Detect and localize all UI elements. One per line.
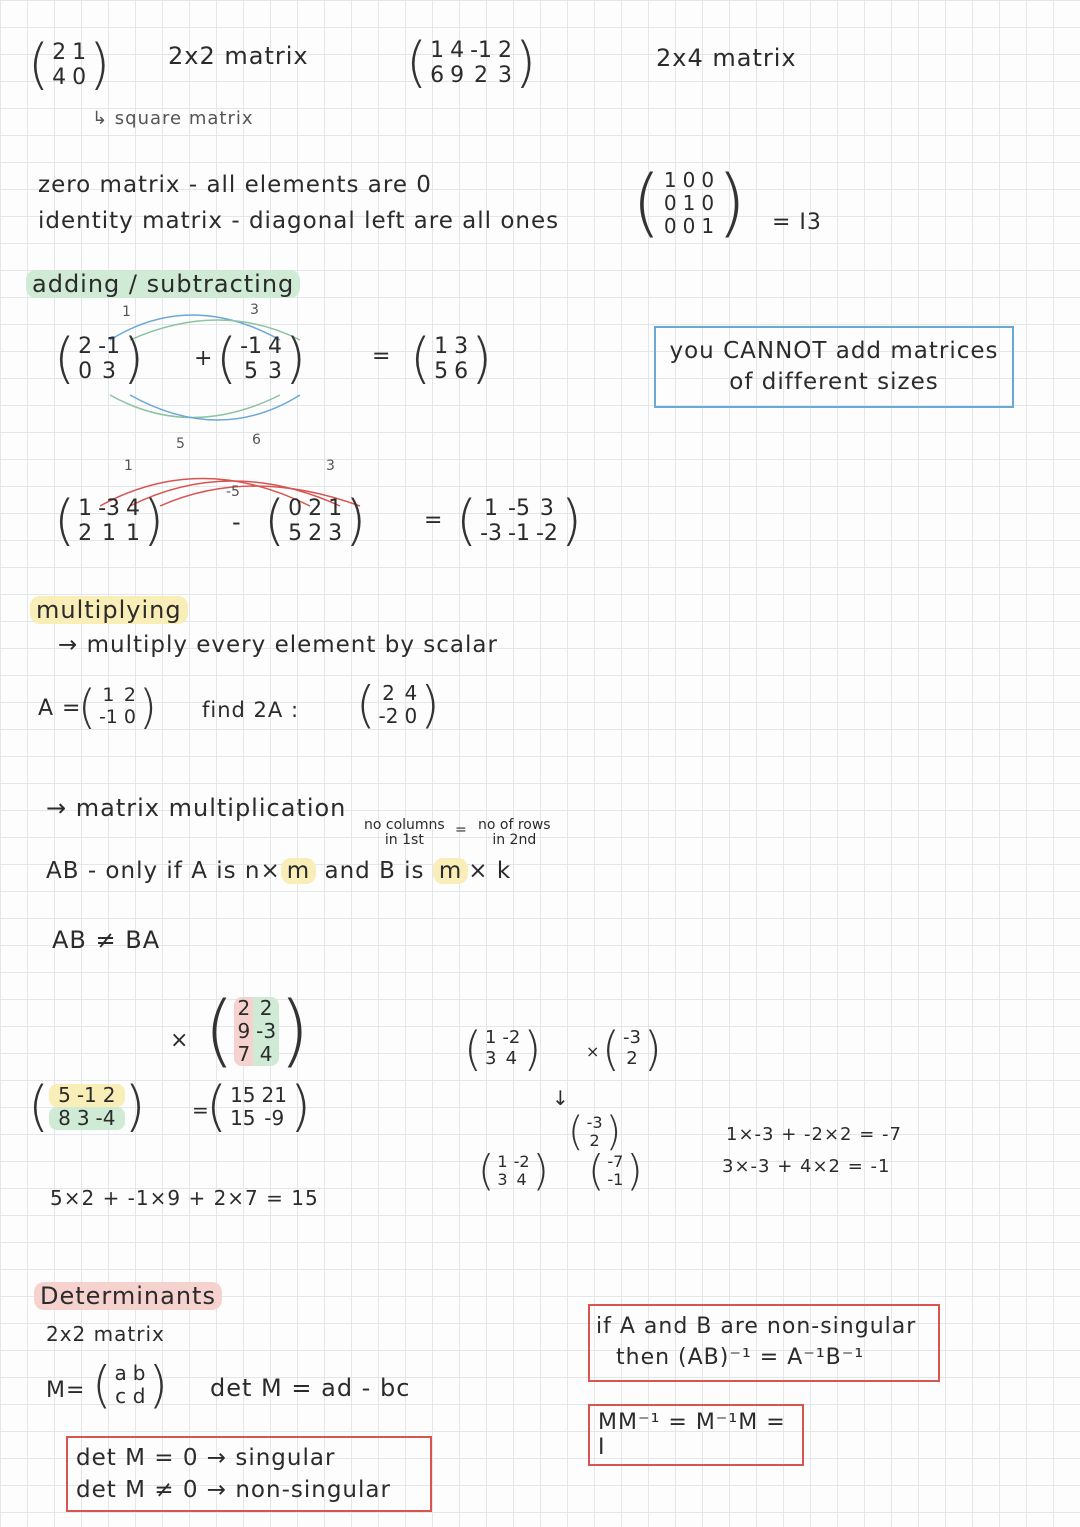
inverse-rule-line1: if A and B are non-singular bbox=[596, 1314, 917, 1339]
matrix-grid bbox=[376, 682, 421, 728]
identity-matrix-definition: identity matrix - diagonal left are all ones bbox=[38, 208, 560, 234]
matrix-cell: 5 bbox=[288, 521, 303, 546]
matrix-cell: 3 bbox=[539, 495, 554, 521]
ab-rule-end: × k bbox=[468, 858, 512, 884]
matrix-cell: 1 bbox=[434, 333, 449, 359]
matrix-2x4-example: ( 1 4 -1 2 6 9 2 3 ) bbox=[406, 31, 537, 94]
matrix-cell: -2 bbox=[502, 1027, 521, 1049]
section-heading-determinants bbox=[34, 1282, 222, 1310]
matrix-cell: 2 bbox=[308, 521, 323, 546]
matrix-cell: 3 bbox=[484, 1048, 497, 1069]
sub-arc-label-2: -5 bbox=[226, 484, 240, 500]
matrix-cell: 5 bbox=[434, 359, 449, 384]
section-heading-multiplying bbox=[30, 596, 188, 624]
matrix-cell: 3 bbox=[498, 63, 513, 88]
matrix-cell: 5 bbox=[244, 359, 259, 384]
matrix-cell: 0 bbox=[682, 213, 696, 238]
left-row-2 bbox=[49, 1107, 124, 1130]
singular-box bbox=[66, 1436, 432, 1512]
matrix-cell: 2 bbox=[589, 1131, 600, 1150]
cannot-add-note: you CANNOT add matrices of different sizes bbox=[654, 326, 1014, 408]
matrix-cell: 0 bbox=[72, 65, 87, 90]
cell: 4 bbox=[253, 1043, 279, 1066]
inverse-product-box bbox=[588, 1304, 940, 1382]
add-matrix-b: ( -1 4 5 3 ) bbox=[216, 327, 307, 390]
matrix-cell: 2 bbox=[382, 681, 395, 705]
matrix-2x4-label: 2x4 matrix bbox=[656, 44, 797, 72]
matrix-cell: 6 bbox=[454, 359, 469, 384]
example-matrix-a: ( 1 -2 3 4 ) bbox=[464, 1022, 542, 1076]
sub-result: ( 1 -5 3 -3 -1 -2 ) bbox=[456, 489, 582, 552]
matrix-cell: 4 bbox=[505, 1048, 518, 1069]
equals-sign: = bbox=[424, 508, 443, 533]
matrix-cell: -1 bbox=[508, 521, 530, 546]
matrix-cell: 0 bbox=[78, 359, 93, 384]
scalar-note: → multiply every element by scalar bbox=[58, 632, 498, 658]
cell: 5 bbox=[58, 1083, 71, 1107]
matrix-cell: -2 bbox=[378, 704, 399, 728]
matrix-cell: -5 bbox=[508, 495, 530, 521]
cell: 2 bbox=[234, 997, 253, 1020]
columns-note-line1: no columns bbox=[364, 817, 445, 833]
inverse-rule-line2: then (AB)⁻¹ = A⁻¹B⁻¹ bbox=[616, 1344, 865, 1370]
matrix-cell: 1 bbox=[484, 495, 499, 521]
ab-rule-prefix: AB - only if A is n× bbox=[46, 858, 281, 884]
matrix-grid bbox=[482, 1028, 523, 1069]
matrix-cell: -1 bbox=[240, 333, 263, 359]
matrix-cell: -1 bbox=[98, 333, 121, 359]
matrix-cell: d bbox=[132, 1384, 146, 1408]
example-calc-row2: 3×-3 + 4×2 = -1 bbox=[722, 1156, 891, 1177]
multiplying-heading-text: multiplying bbox=[30, 596, 188, 624]
matrix-cell: 0 bbox=[663, 190, 677, 215]
matrix-cell: 0 bbox=[701, 167, 715, 192]
rows-note-line1: no of rows bbox=[478, 817, 551, 833]
columns-note-line2: in 1st bbox=[384, 831, 424, 848]
equals-sign: = bbox=[372, 344, 391, 369]
minus-sign: - bbox=[232, 508, 241, 536]
matrix-cell: 2 bbox=[474, 63, 489, 88]
matrix-cell: 6 bbox=[430, 63, 445, 88]
matrix-cell: 1 bbox=[102, 684, 115, 707]
matrix-cell: 0 bbox=[288, 495, 303, 521]
adding-heading-text: adding / subtracting bbox=[26, 270, 300, 298]
identity-label: = I3 bbox=[772, 210, 822, 235]
times-sign: × bbox=[586, 1042, 600, 1061]
equals-sign: = bbox=[192, 1098, 209, 1122]
right-matrix-3x2: ( 2 2 9 -3 7 4 ) bbox=[204, 986, 310, 1076]
cell: 3 bbox=[76, 1106, 90, 1130]
matrix-cell: b bbox=[132, 1361, 146, 1385]
arc-label-6: 6 bbox=[252, 432, 261, 448]
product-matrix: ( 15 21 15 -9 ) bbox=[206, 1075, 312, 1138]
matrix-grid bbox=[285, 496, 345, 547]
matrix-grid bbox=[477, 496, 561, 547]
matrix-grid bbox=[584, 1114, 606, 1151]
matrix-cell: 1 bbox=[430, 37, 445, 63]
matrix-grid bbox=[661, 169, 717, 238]
matrix-cell: -3 bbox=[98, 495, 121, 521]
matrix-cell: 4 bbox=[52, 65, 67, 90]
matrix-cell: -3 bbox=[480, 521, 503, 546]
add-result: ( 1 3 5 6 ) bbox=[410, 327, 493, 390]
matrix-cell: 1 bbox=[497, 1151, 508, 1171]
plus-sign: + bbox=[194, 346, 213, 371]
matrix-cell: 0 bbox=[404, 704, 418, 728]
matrix-cell: 0 bbox=[701, 190, 715, 215]
right-matrix-grid bbox=[234, 997, 279, 1066]
matrix-cell: -2 bbox=[513, 1151, 530, 1171]
matrix-cell: 1 bbox=[126, 521, 141, 546]
left-matrix-grid bbox=[49, 1084, 124, 1130]
columns-note bbox=[364, 818, 445, 847]
non-singular-rule: det M ≠ 0 → non-singular bbox=[76, 1477, 391, 1504]
sub-matrix-b: ( 0 2 1 5 2 3 ) bbox=[264, 489, 367, 552]
determinants-subheading: 2x2 matrix bbox=[46, 1322, 165, 1346]
times-sign: × bbox=[170, 1028, 189, 1053]
matrix-cell: 4 bbox=[516, 1170, 527, 1189]
matrix-grid bbox=[604, 1153, 626, 1190]
matrix-cell: 1 bbox=[484, 1027, 497, 1049]
matrix-cell: 1 bbox=[701, 213, 715, 238]
matrix-cell: 4 bbox=[404, 681, 418, 705]
matrix-cell: 15 bbox=[230, 1083, 256, 1107]
matrix-m: ( a b c d ) bbox=[92, 1356, 168, 1414]
m-label: M= bbox=[46, 1378, 86, 1403]
matrix-cell: 1 bbox=[72, 39, 87, 65]
rows-note-line2: in 2nd bbox=[492, 831, 537, 848]
matrix-multiplication-heading: → matrix multiplication bbox=[46, 794, 347, 822]
matrix-grid bbox=[620, 1028, 644, 1069]
product-calculation: 5×2 + -1×9 + 2×7 = 15 bbox=[50, 1186, 319, 1210]
matrix-cell: 1 bbox=[78, 495, 93, 521]
cell: 9 bbox=[234, 1020, 253, 1043]
example-calc-row1: 1×-3 + -2×2 = -7 bbox=[726, 1124, 902, 1145]
matrix-cell: 4 bbox=[450, 37, 465, 63]
sub-arc-label-1: 1 bbox=[124, 458, 133, 474]
matrix-grid bbox=[112, 1362, 149, 1408]
cell: 2 bbox=[253, 997, 279, 1020]
arc-label-1: 1 bbox=[122, 304, 131, 320]
matrix-a: ( 1 2 -1 0 ) bbox=[78, 680, 157, 734]
sub-matrix-a: ( 1 -3 4 2 1 1 ) bbox=[54, 489, 165, 552]
ab-rule-mid: and B is bbox=[324, 858, 425, 884]
left-matrix-2x3: ( 5 -1 2 8 3 -4 ) bbox=[28, 1075, 146, 1138]
ab-m-first: m bbox=[281, 858, 316, 884]
down-arrow: ↓ bbox=[552, 1086, 569, 1110]
find-2a: find 2A : bbox=[202, 698, 300, 722]
sub-arc-label-3: 3 bbox=[326, 458, 335, 474]
a-label: A = bbox=[38, 696, 82, 721]
matrix-cell: 3 bbox=[454, 333, 469, 359]
matrix-grid bbox=[494, 1153, 532, 1190]
cell: 7 bbox=[234, 1043, 253, 1066]
matrix-2a: ( 2 4 -2 0 ) bbox=[356, 676, 440, 734]
square-matrix-note: ↳ square matrix bbox=[92, 108, 254, 129]
matrix-cell: 1 bbox=[682, 190, 696, 215]
zero-matrix-definition: zero matrix - all elements are 0 bbox=[38, 172, 432, 198]
matrix-grid bbox=[49, 40, 89, 91]
rows-note bbox=[478, 818, 551, 847]
matrix-cell: -3 bbox=[622, 1027, 641, 1049]
matrix-cell: 1 bbox=[663, 167, 677, 192]
arc-label-3: 3 bbox=[250, 302, 259, 318]
matrix-cell: 0 bbox=[663, 213, 677, 238]
example-result: ( -7 -1 ) bbox=[588, 1146, 643, 1195]
identity-3x3: ( 1 0 0 0 1 0 0 0 1 ) bbox=[632, 160, 746, 246]
matrix-cell: 3 bbox=[102, 359, 117, 384]
matrix-cell: 2 bbox=[123, 684, 136, 707]
matrix-cell: 3 bbox=[268, 359, 283, 384]
cell: 2 bbox=[102, 1083, 116, 1107]
matrix-cell: 4 bbox=[268, 333, 283, 359]
cell: -1 bbox=[76, 1083, 97, 1107]
matrix-cell: c bbox=[115, 1384, 127, 1408]
determinants-heading-text: Determinants bbox=[34, 1282, 222, 1310]
example-vector-b-repeat: ( -3 2 ) bbox=[568, 1109, 622, 1155]
matrix-grid bbox=[427, 38, 515, 89]
matrix-cell: 2 bbox=[308, 495, 323, 521]
inverse-identity-box: MM⁻¹ = M⁻¹M = I bbox=[588, 1404, 804, 1466]
ab-not-equal-ba: AB ≠ BA bbox=[52, 926, 161, 954]
ab-rule bbox=[46, 858, 511, 884]
matrix-cell: -2 bbox=[535, 521, 558, 546]
matrix-cell: 15 bbox=[230, 1106, 256, 1130]
matrix-cell: -1 bbox=[470, 37, 493, 63]
matrix-grid bbox=[237, 334, 285, 385]
matrix-cell: -7 bbox=[607, 1151, 624, 1171]
matrix-grid bbox=[431, 334, 471, 385]
matrix-cell: 0 bbox=[123, 706, 136, 728]
matrix-grid bbox=[75, 496, 143, 547]
matrix-2x2-example: ( 2 1 4 0 ) bbox=[28, 33, 111, 96]
matrix-cell: 3 bbox=[497, 1170, 508, 1189]
matrix-cell: 2 bbox=[626, 1048, 638, 1069]
ab-m-second: m bbox=[433, 858, 468, 884]
matrix-cell: 21 bbox=[261, 1083, 287, 1107]
matrix-cell: -3 bbox=[586, 1112, 603, 1132]
matrix-cell: 1 bbox=[102, 521, 117, 546]
cell: -3 bbox=[253, 1020, 279, 1043]
matrix-cell: 2 bbox=[78, 521, 93, 546]
matrix-cell: 1 bbox=[328, 495, 343, 521]
example-vector-b: ( -3 2 ) bbox=[602, 1022, 662, 1076]
matrix-grid bbox=[75, 334, 123, 385]
determinant-formula: det M = ad - bc bbox=[210, 1374, 411, 1402]
matrix-2x2-label: 2x2 matrix bbox=[168, 42, 309, 70]
matrix-cell: 0 bbox=[682, 167, 696, 192]
section-heading-adding bbox=[26, 270, 300, 298]
matrix-cell: 9 bbox=[450, 63, 465, 88]
matrix-cell: 3 bbox=[328, 521, 343, 546]
example-matrix-a-repeat: ( 1 -2 3 4 ) bbox=[478, 1146, 549, 1195]
matrix-cell: 2 bbox=[78, 333, 93, 359]
matrix-cell: 2 bbox=[52, 39, 67, 65]
matrix-cell: -9 bbox=[264, 1106, 285, 1130]
add-matrix-a: ( 2 -1 0 3 ) bbox=[54, 327, 145, 390]
singular-rule: det M = 0 → singular bbox=[76, 1445, 336, 1471]
matrix-cell: a bbox=[114, 1361, 127, 1385]
left-row-1 bbox=[49, 1084, 124, 1107]
matrix-cell: -1 bbox=[98, 706, 118, 728]
arc-label-5: 5 bbox=[176, 436, 185, 452]
cell: 8 bbox=[58, 1106, 71, 1130]
matrix-cell: -1 bbox=[607, 1170, 624, 1189]
matrix-grid bbox=[96, 685, 139, 729]
cell: -4 bbox=[95, 1106, 116, 1130]
matrix-cell: 2 bbox=[498, 37, 513, 63]
matrix-cell: 4 bbox=[126, 495, 141, 521]
equals-sign: = bbox=[455, 822, 467, 838]
matrix-grid bbox=[227, 1084, 290, 1130]
